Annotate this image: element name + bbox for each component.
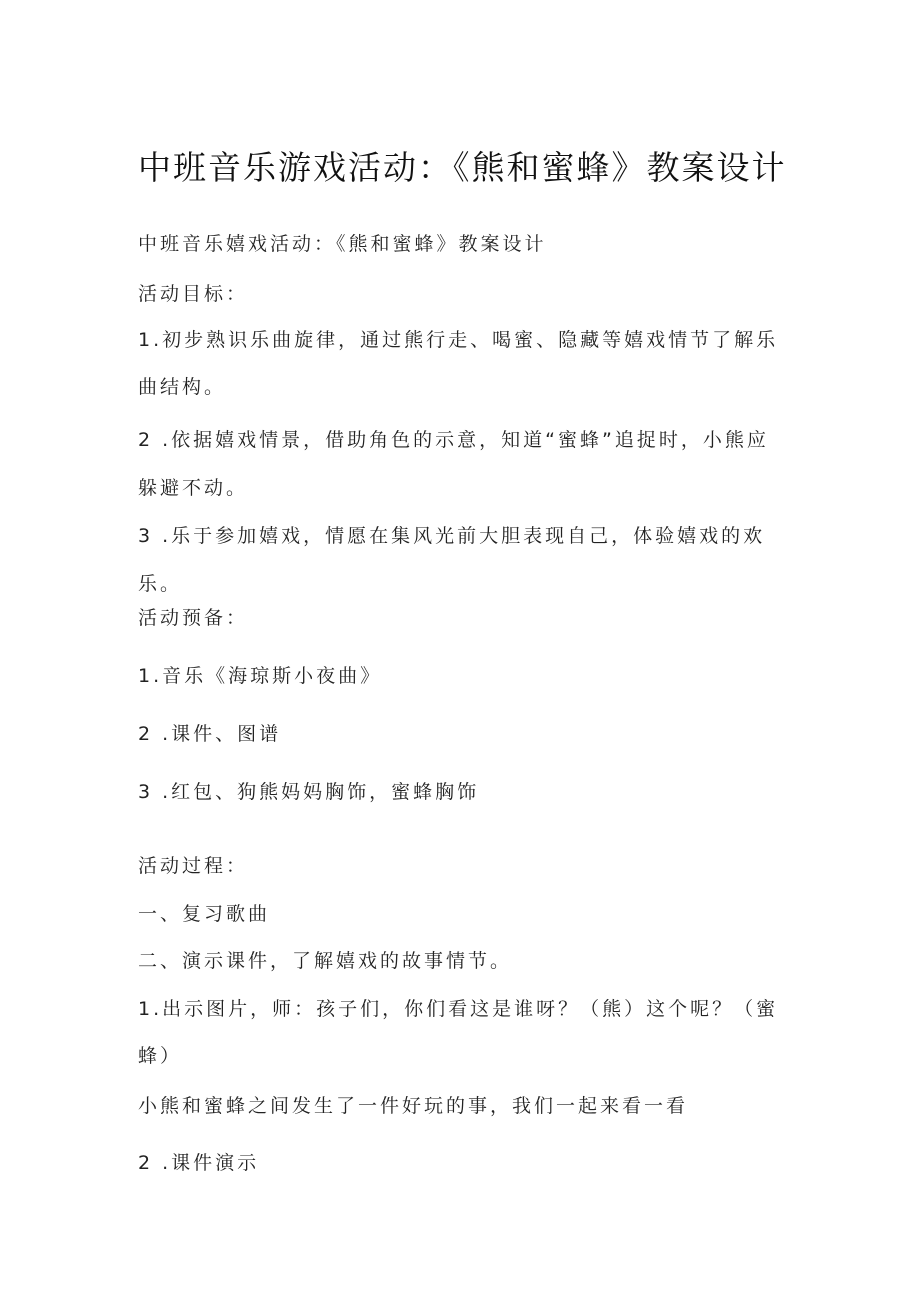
- goals-heading: 活动目标：: [138, 283, 249, 305]
- step-one: 一、复习歌曲: [138, 903, 271, 925]
- step-two-item-1-text: 小熊和蜜蜂之间发生了一件好玩的事，我们一起来看一看: [138, 1095, 689, 1117]
- prep-item-2: 2 .课件、图谱: [138, 723, 282, 745]
- goal-2-line-1: 2 .依据嬉戏情景，借助角色的示意，知道“蜜蜂”追捉时，小熊应: [138, 429, 769, 451]
- step-two-item-1-line-1: 1.出示图片，师：孩子们，你们看这是谁呀？（熊）这个呢？（蜜: [138, 998, 779, 1020]
- step-two-item-1-line-2: 蜂）: [138, 1045, 183, 1067]
- prep-item-3: 3 .红包、狗熊妈妈胸饰，蜜蜂胸饰: [138, 781, 480, 803]
- goal-1-line-1: 1.初步熟识乐曲旋律，通过熊行走、喝蜜、隐藏等嬉戏情节了解乐: [138, 329, 779, 351]
- document-subtitle: 中班音乐嬉戏活动：《熊和蜜蜂》教案设计: [138, 233, 547, 255]
- process-heading: 活动过程：: [138, 855, 249, 877]
- step-two-item-2: 2 .课件演示: [138, 1152, 260, 1174]
- goal-2-line-2: 躲避不动。: [138, 477, 249, 499]
- step-two: 二、演示课件，了解嬉戏的故事情节。: [138, 950, 513, 972]
- document-title: 中班音乐游戏活动：《熊和蜜蜂》教案设计: [138, 148, 787, 187]
- goal-3-line-2: 乐。: [138, 573, 183, 595]
- prep-heading: 活动预备：: [138, 607, 249, 629]
- goal-1-line-2: 曲结构。: [138, 376, 227, 398]
- goal-3-line-1: 3 .乐于参加嬉戏，情愿在集风光前大胆表现自己，体验嬉戏的欢: [138, 525, 766, 547]
- prep-item-1: 1.音乐《海琼斯小夜曲》: [138, 665, 383, 687]
